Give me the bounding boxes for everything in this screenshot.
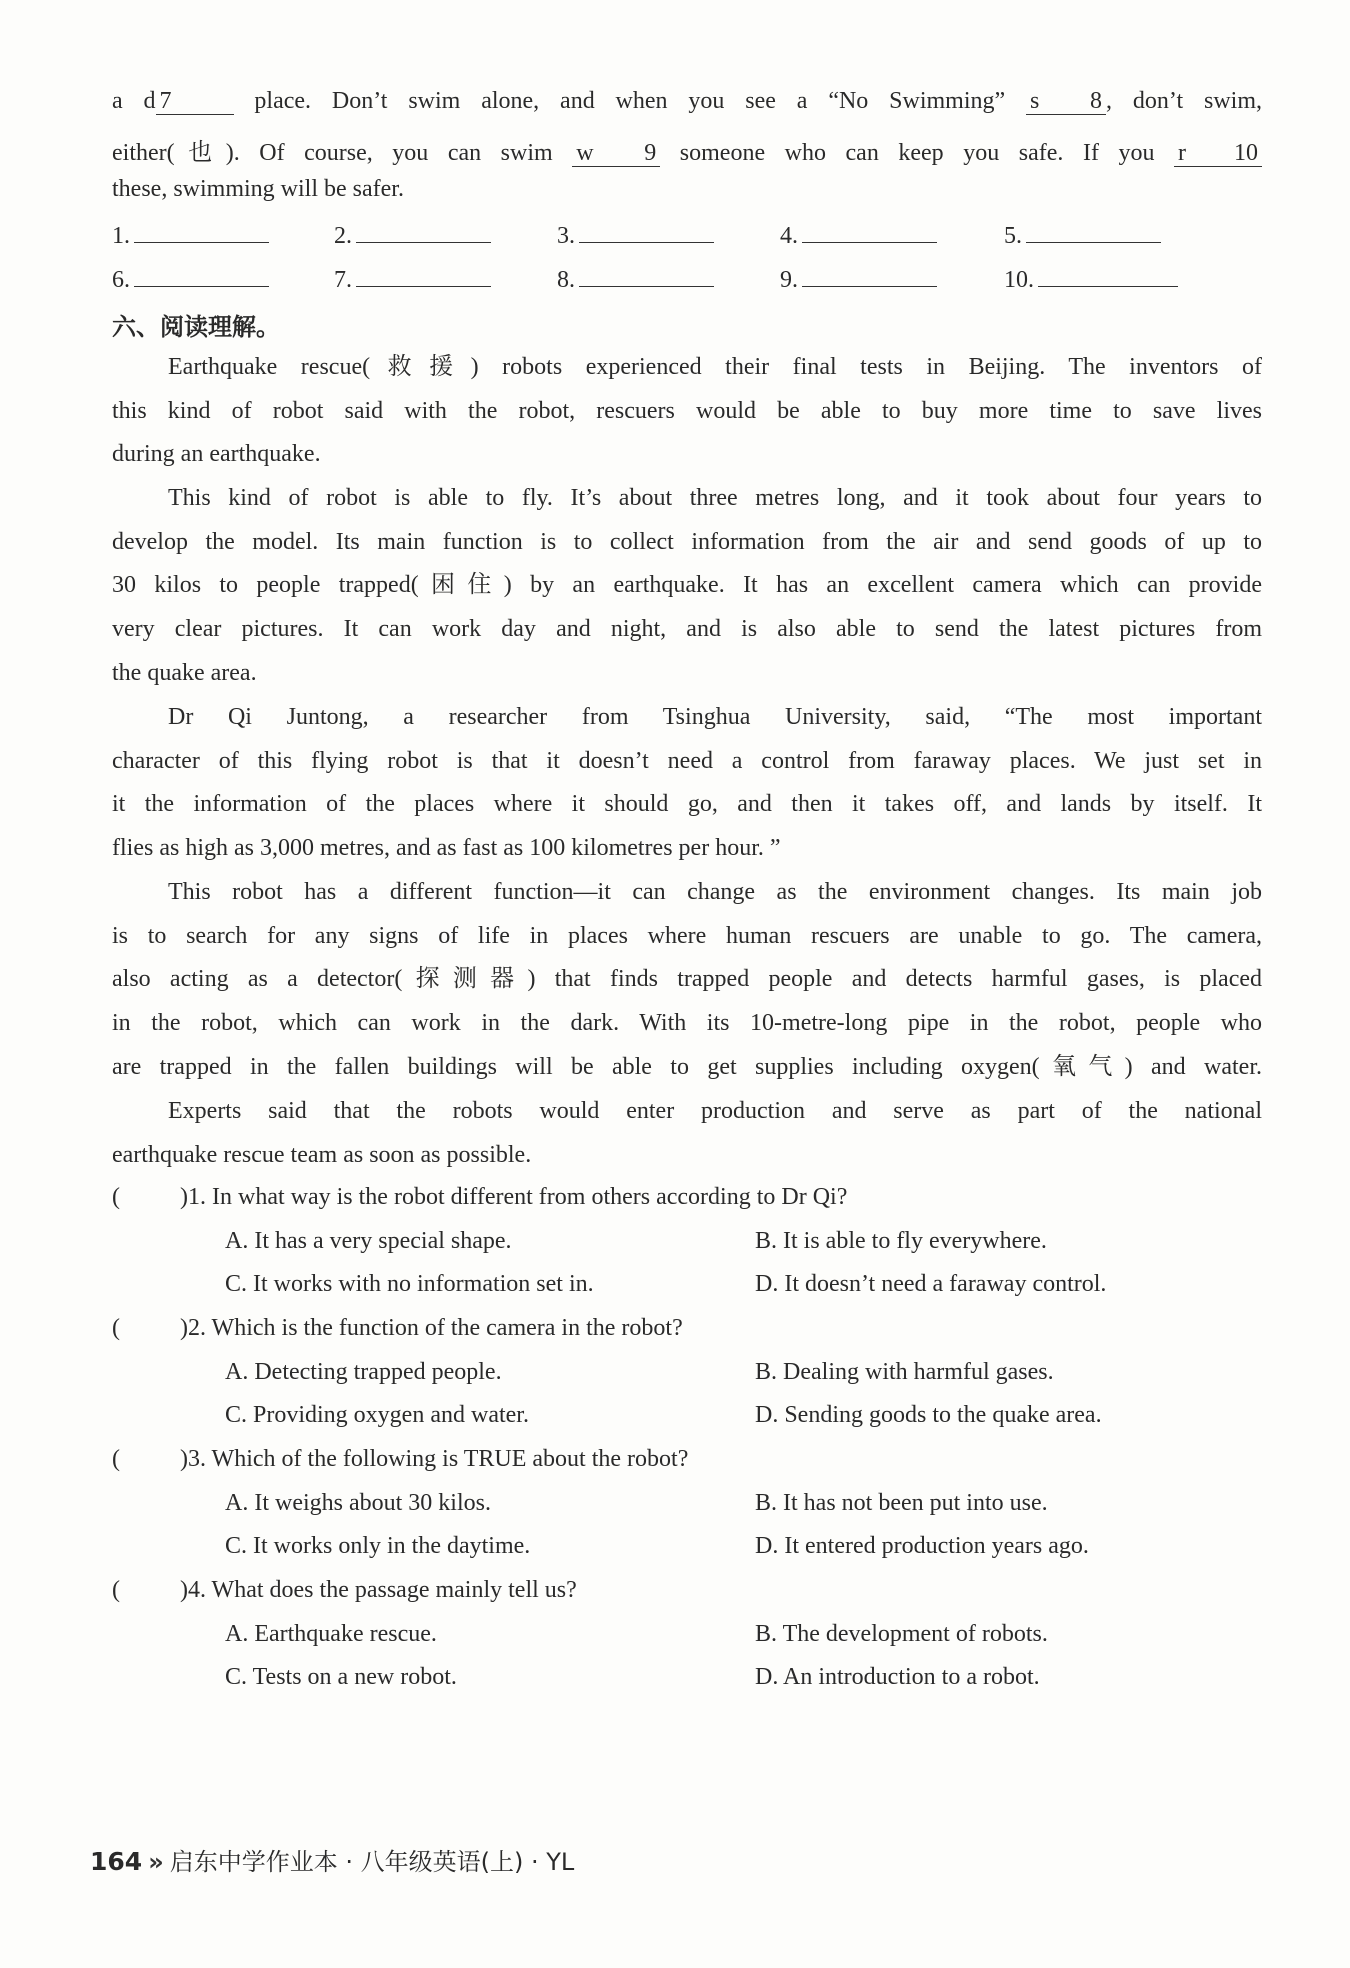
question-text: )3. Which of the following is TRUE about the robot? <box>180 1446 689 1472</box>
answer-blank-8[interactable]: 8. <box>557 264 714 294</box>
cloze-text: someone who can keep you safe. If you <box>679 140 1155 166</box>
blank-7: 7 <box>156 88 234 115</box>
passage-line: 30 kilos to people trapped(困住) by an earthquake. It has an excellent camera which can provide <box>112 572 1262 599</box>
option-b: B. It has not been put into use. <box>755 1490 1048 1516</box>
passage-paragraph-3 <box>112 696 1262 871</box>
answer-blank-7[interactable]: 7. <box>334 264 491 294</box>
option-c: C. It works only in the daytime. <box>225 1533 531 1559</box>
answer-blank-4[interactable]: 4. <box>780 220 937 250</box>
answer-paren[interactable]: ( <box>112 1184 120 1210</box>
blank-8: s 8 <box>1026 88 1106 115</box>
passage-line: character of this flying robot is that it doesn’t need a control from faraway places. We just set in <box>112 747 1262 774</box>
passage-line: Earthquake rescue(救援) robots experienced their final tests in Beijing. The inventors of <box>168 354 1262 380</box>
answer-paren[interactable]: ( <box>112 1446 120 1472</box>
question-text: )2. Which is the function of the camera in the robot? <box>180 1315 683 1341</box>
cloze-text: place. Don’t swim alone, and when you see a “No Swimming” <box>254 88 1006 114</box>
answer-blank-1[interactable]: 1. <box>112 220 269 250</box>
passage-line: This robot has a different function—it can change as the environment changes. Its main job <box>168 879 1262 905</box>
answer-blank-10[interactable]: 10. <box>1004 264 1178 294</box>
option-b: B. It is able to fly everywhere. <box>755 1228 1047 1254</box>
option-c: C. Tests on a new robot. <box>225 1664 457 1690</box>
answer-blank-5[interactable]: 5. <box>1004 220 1161 250</box>
cloze-line-3: these, swimming will be safer. <box>112 176 404 202</box>
passage-paragraph-4 <box>112 871 1262 1090</box>
passage-line: in the robot, which can work in the dark. With its 10-metre-long pipe in the robot, people who <box>112 1010 1262 1037</box>
option-a: A. It has a very special shape. <box>225 1228 512 1254</box>
answer-paren[interactable]: ( <box>112 1315 120 1341</box>
option-a: A. Detecting trapped people. <box>225 1359 502 1385</box>
option-d: D. It entered production years ago. <box>755 1533 1089 1559</box>
passage-line: this kind of robot said with the robot, rescuers would be able to buy more time to save lives <box>112 397 1262 424</box>
passage-line: develop the model. Its main function is to collect information from the air and send goods of up to <box>112 528 1262 555</box>
chevron-right-icon: » <box>148 1848 164 1876</box>
passage-paragraph-5 <box>112 1090 1262 1177</box>
option-b: B. Dealing with harmful gases. <box>755 1359 1054 1385</box>
option-a: A. Earthquake rescue. <box>225 1621 437 1647</box>
answer-blank-3[interactable]: 3. <box>557 220 714 250</box>
cloze-text: a d <box>112 88 156 114</box>
passage-line: are trapped in the fallen buildings will be able to get supplies including oxygen(氧气) and water. <box>112 1053 1262 1080</box>
passage-line: during an earthquake. <box>112 441 321 468</box>
option-d: D. It doesn’t need a faraway control. <box>755 1271 1107 1297</box>
passage-line: Dr Qi Juntong, a researcher from Tsinghua University, said, “The most important <box>168 704 1262 730</box>
answer-blank-9[interactable]: 9. <box>780 264 937 294</box>
passage-line: very clear pictures. It can work day and night, and is also able to send the latest pictures from <box>112 616 1262 643</box>
passage-line: the quake area. <box>112 659 257 686</box>
book-title: 启东中学作业本 · 八年级英语(上) · YL <box>169 1848 575 1876</box>
question-text: )1. In what way is the robot different from others according to Dr Qi? <box>180 1184 848 1210</box>
passage-line: flies as high as 3,000 metres, and as fast as 100 kilometres per hour. ” <box>112 835 781 862</box>
option-d: D. Sending goods to the quake area. <box>755 1402 1102 1428</box>
passage-line: also acting as a detector(探测器) that finds trapped people and detects harmful gases, is placed <box>112 966 1262 993</box>
passage-line: This kind of robot is able to fly. It’s about three metres long, and it took about four years to <box>168 485 1262 511</box>
cloze-line-1 <box>112 88 1262 115</box>
option-b: B. The development of robots. <box>755 1621 1048 1647</box>
blank-10: r 10 <box>1174 140 1262 167</box>
option-c: C. It works with no information set in. <box>225 1271 594 1297</box>
option-c: C. Providing oxygen and water. <box>225 1402 529 1428</box>
page-number: 164 <box>90 1847 143 1876</box>
passage-paragraph-2 <box>112 477 1262 696</box>
passage-line: it the information of the places where it should go, and then it takes off, and lands by itself. It <box>112 791 1262 818</box>
answer-paren[interactable]: ( <box>112 1577 120 1603</box>
section-heading: 六、阅读理解。 <box>112 313 280 341</box>
passage-paragraph-1 <box>112 346 1262 477</box>
answer-blank-6[interactable]: 6. <box>112 264 269 294</box>
option-d: D. An introduction to a robot. <box>755 1664 1040 1690</box>
cloze-text: either(也). Of course, you can swim <box>112 140 553 166</box>
passage-line: Experts said that the robots would enter production and serve as part of the national <box>168 1098 1262 1124</box>
blank-9: w 9 <box>572 140 660 167</box>
page-footer <box>90 1842 574 1877</box>
passage-line: earthquake rescue team as soon as possible. <box>112 1141 532 1168</box>
option-a: A. It weighs about 30 kilos. <box>225 1490 491 1516</box>
question-text: )4. What does the passage mainly tell us? <box>180 1577 577 1603</box>
answer-blank-2[interactable]: 2. <box>334 220 491 250</box>
passage-line: is to search for any signs of life in places where human rescuers are unable to go. The camera, <box>112 922 1262 949</box>
cloze-text: , don’t swim, <box>1106 88 1263 114</box>
cloze-line-2 <box>112 132 1262 167</box>
